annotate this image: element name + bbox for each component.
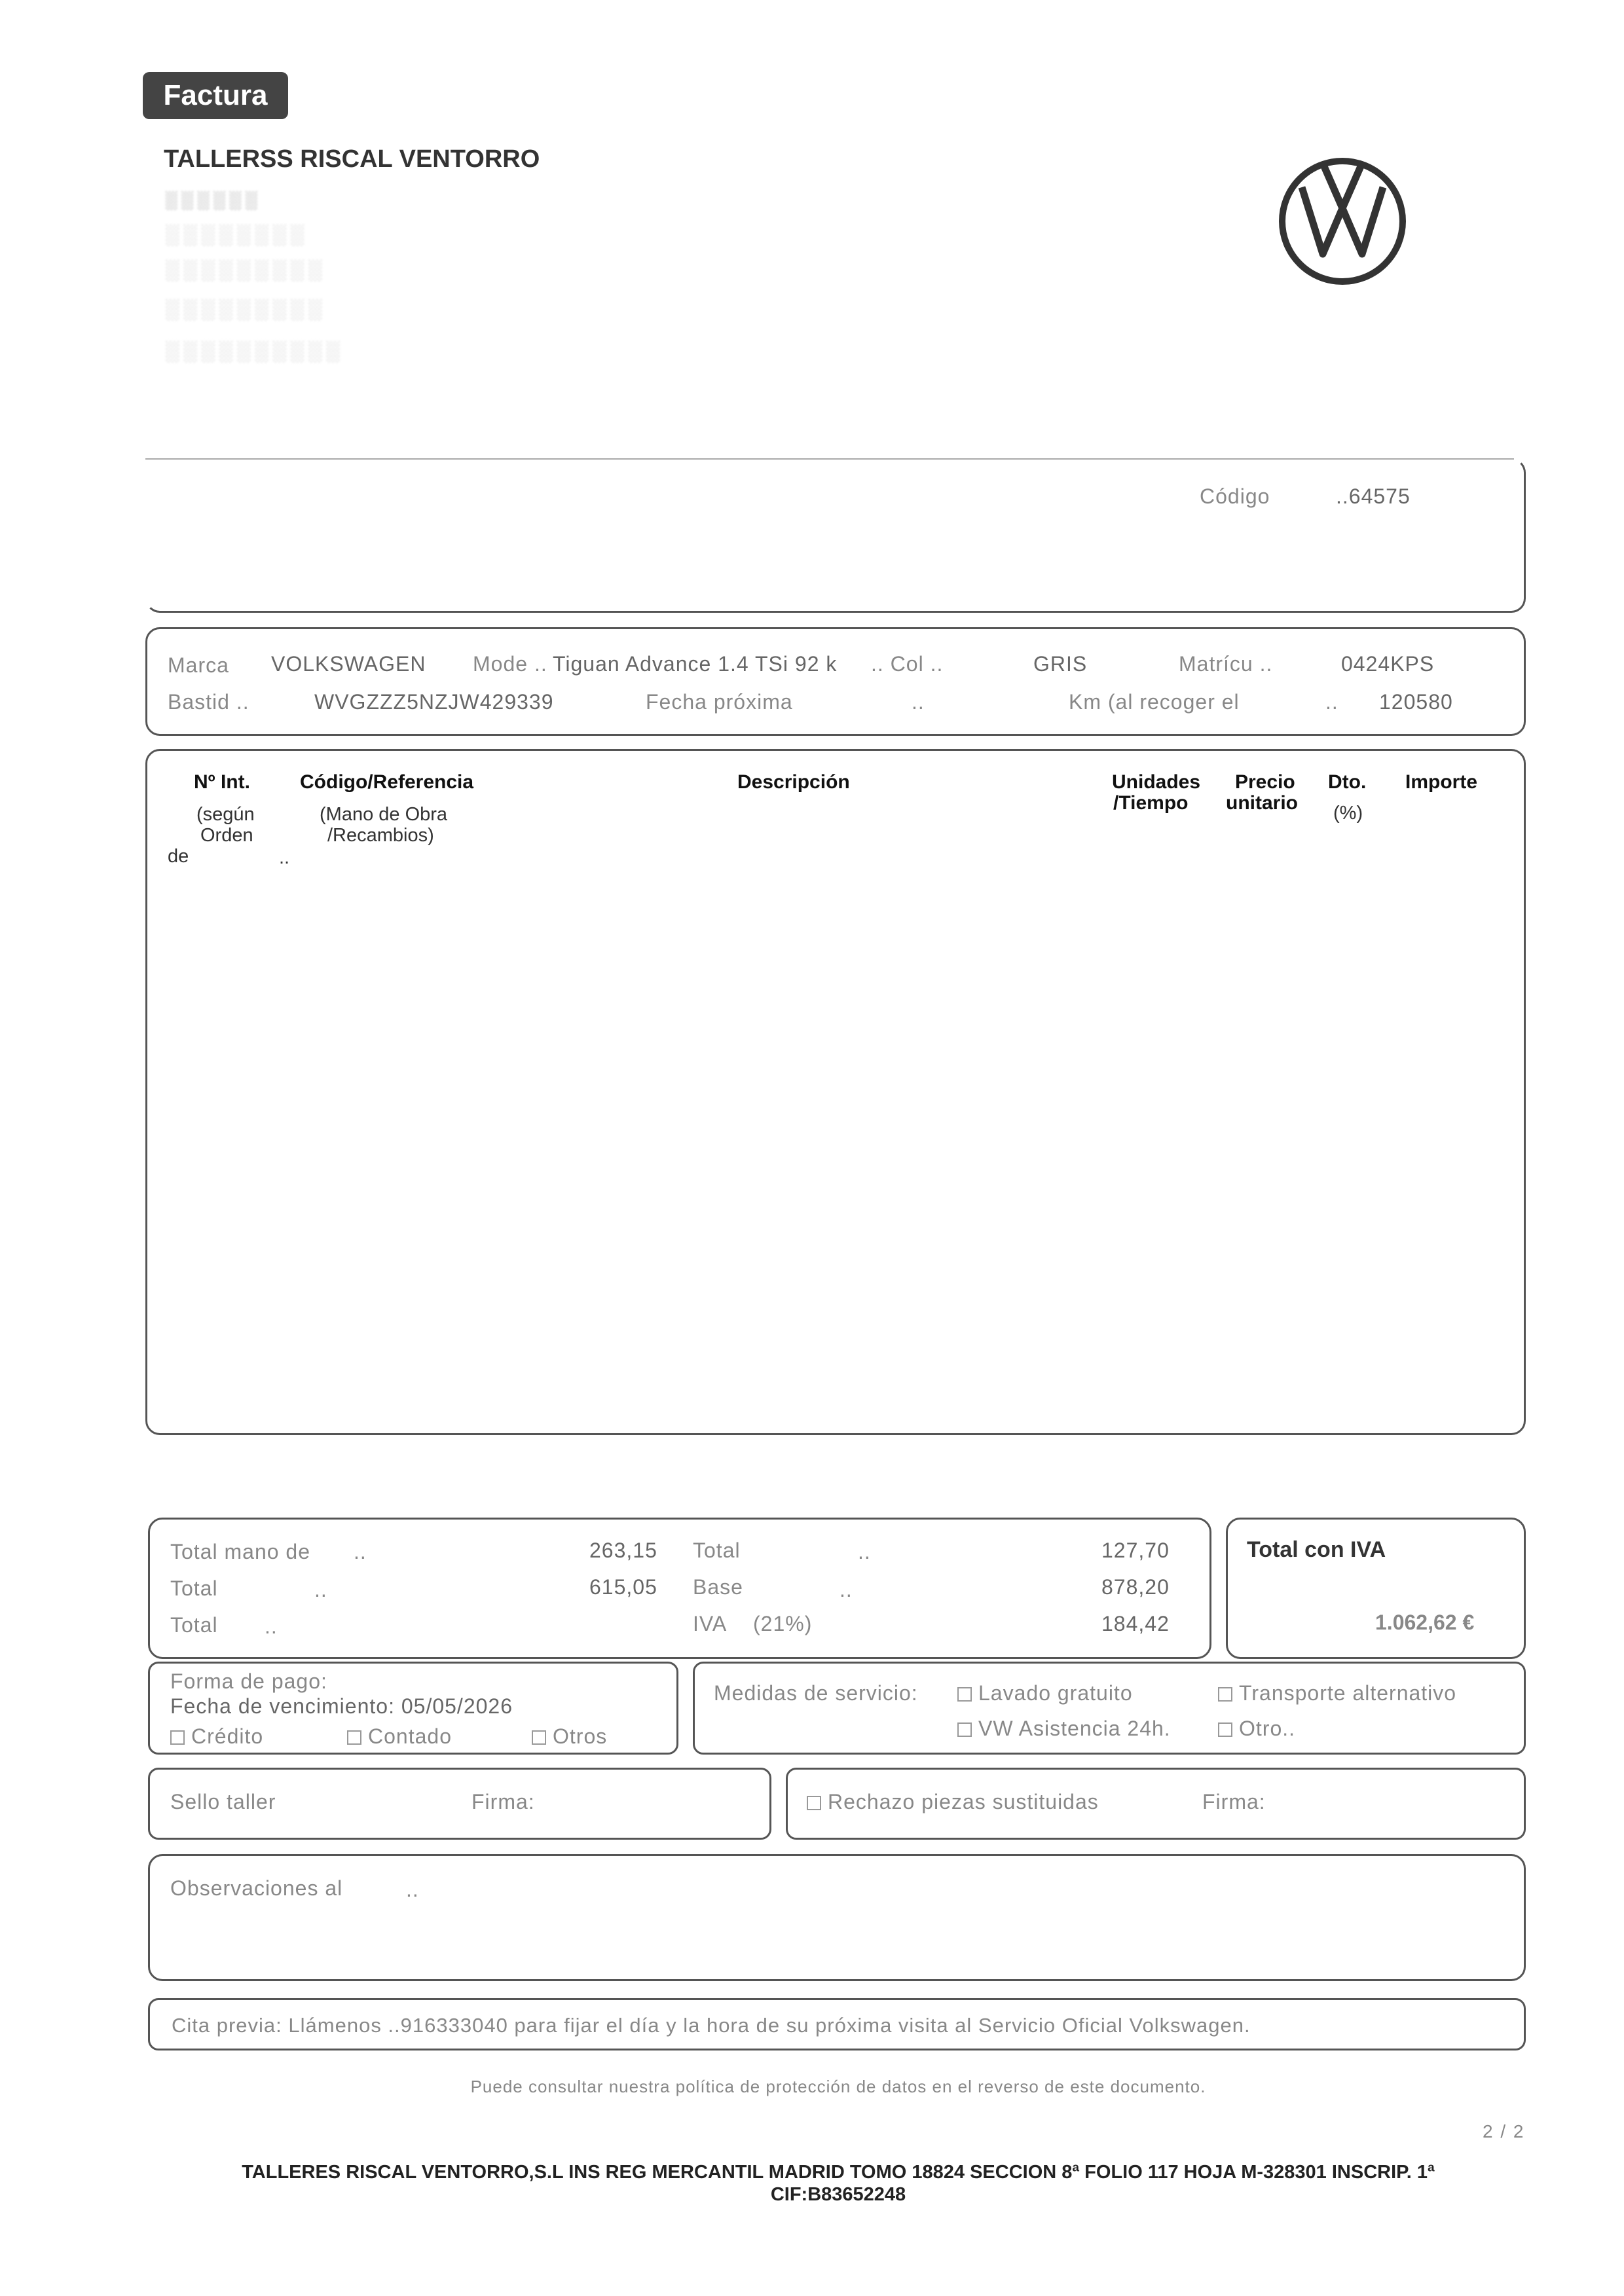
col-unidades-header-2: /Tiempo xyxy=(1113,792,1189,814)
base-dots: .. xyxy=(840,1578,853,1601)
col-dto-header: Dto. xyxy=(1328,771,1367,793)
credito-label: Crédito xyxy=(191,1724,264,1748)
lavado-label: Lavado gratuito xyxy=(978,1681,1133,1705)
col-precio-header-1: Precio xyxy=(1235,771,1295,793)
total-mano-label: Total mano de xyxy=(170,1540,311,1563)
base-value: 878,20 xyxy=(1101,1575,1170,1599)
address-line-4: ░░░░░░░░░ xyxy=(165,299,326,320)
otros-label: Otros xyxy=(553,1724,608,1748)
address-line-3: ░░░░░░░░░ xyxy=(165,259,326,281)
km-value: 120580 xyxy=(1379,690,1453,714)
service-label: Medidas de servicio: xyxy=(714,1681,918,1705)
col-unidades-header-1: Unidades xyxy=(1112,771,1201,793)
total-2-dots: .. xyxy=(314,1578,327,1601)
codigo-box xyxy=(145,458,1526,613)
col-nint-sub-4: .. xyxy=(279,847,290,868)
credito-checkbox-box[interactable] xyxy=(170,1730,185,1745)
col2-total-label: Total xyxy=(693,1539,741,1562)
color-value: GRIS xyxy=(1033,652,1088,676)
col-codigo-sub-1: (Mano de Obra xyxy=(320,804,448,825)
col-codigo-sub-2: /Recambios) xyxy=(327,825,434,846)
col-nint-header: Nº Int. xyxy=(194,771,250,793)
address-line-5: ░░░░░░░░░░ xyxy=(165,340,344,362)
asistencia-checkbox-box[interactable] xyxy=(957,1722,972,1737)
fecha-proxima-label: Fecha próxima xyxy=(646,690,793,714)
otros-checkbox-box[interactable] xyxy=(532,1730,546,1745)
base-label: Base xyxy=(693,1575,743,1599)
col2-total-value: 127,70 xyxy=(1101,1539,1170,1562)
modelo-label: Mode .. xyxy=(473,652,547,676)
footer-line-1: TALLERES RISCAL VENTORRO,S.L INS REG MERCANTIL MADRID TOMO 18824 SECCION 8ª FOLIO 117 HOJA M-328301 INSCRIP. 1ª xyxy=(242,2162,1435,2183)
contado-label: Contado xyxy=(368,1724,452,1748)
address-line-1: ░░░░░░ xyxy=(165,190,261,210)
iva-percent: (21%) xyxy=(753,1612,813,1635)
otro-checkbox-box[interactable] xyxy=(1218,1722,1232,1737)
total-mano-value: 263,15 xyxy=(589,1539,657,1562)
asistencia-label: VW Asistencia 24h. xyxy=(978,1717,1171,1740)
observaciones-label: Observaciones al xyxy=(170,1876,343,1900)
total-iva-label: Total con IVA xyxy=(1247,1537,1386,1562)
total-mano-dots: .. xyxy=(354,1540,367,1563)
lavado-checkbox-box[interactable] xyxy=(957,1687,972,1702)
invoice-badge: Factura xyxy=(143,72,288,119)
km-dots: .. xyxy=(1325,690,1338,714)
lavado-checkbox[interactable] xyxy=(957,1681,1133,1705)
matricula-label: Matrícu .. xyxy=(1179,652,1273,676)
otro-label: Otro.. xyxy=(1239,1717,1296,1740)
transporte-checkbox-box[interactable] xyxy=(1218,1687,1232,1702)
vehicle-box xyxy=(145,627,1526,736)
footer-line-2: CIF:B83652248 xyxy=(770,2184,906,2205)
vencimiento-label: Fecha de vencimiento: 05/05/2026 xyxy=(170,1694,513,1718)
transporte-checkbox[interactable] xyxy=(1218,1681,1456,1705)
col-codigo-header: Código/Referencia xyxy=(300,771,474,793)
observaciones-dots: .. xyxy=(406,1878,419,1901)
col2-total-dots: .. xyxy=(858,1540,871,1563)
asistencia-checkbox[interactable] xyxy=(957,1717,1171,1741)
firma-label-2: Firma: xyxy=(1202,1790,1266,1813)
contado-checkbox-box[interactable] xyxy=(347,1730,361,1745)
marca-label: Marca xyxy=(168,653,229,677)
otros-checkbox[interactable] xyxy=(532,1724,607,1749)
bastidor-value: WVGZZZ5NZJW429339 xyxy=(314,690,554,714)
forma-pago-label: Forma de pago: xyxy=(170,1669,327,1693)
rechazo-checkbox[interactable] xyxy=(807,1790,1099,1814)
sello-label: Sello taller xyxy=(170,1790,276,1813)
codigo-top-line xyxy=(145,458,1514,460)
rechazo-checkbox-box[interactable] xyxy=(807,1796,821,1810)
col-nint-sub-3: de xyxy=(168,846,189,867)
iva-value: 184,42 xyxy=(1101,1612,1170,1635)
col-nint-sub-2: Orden xyxy=(200,825,253,846)
totals-box xyxy=(148,1518,1211,1659)
color-label: .. Col .. xyxy=(871,652,944,676)
iva-label: IVA xyxy=(693,1612,728,1635)
rechazo-label: Rechazo piezas sustituidas xyxy=(828,1790,1099,1813)
modelo-value: Tiguan Advance 1.4 TSi 92 k xyxy=(553,652,838,676)
km-label: Km (al recoger el xyxy=(1069,690,1240,714)
codigo-value: ..64575 xyxy=(1336,484,1411,508)
bastidor-label: Bastid .. xyxy=(168,690,249,714)
col-importe-header: Importe xyxy=(1405,771,1478,793)
matricula-value: 0424KPS xyxy=(1341,652,1435,676)
firma-label-1: Firma: xyxy=(471,1790,535,1813)
marca-value: VOLKSWAGEN xyxy=(271,652,426,676)
credito-checkbox[interactable] xyxy=(170,1724,263,1749)
total-3-label: Total xyxy=(170,1613,218,1637)
company-name: TALLERSS RISCAL VENTORRO xyxy=(164,145,540,173)
total-3-dots: .. xyxy=(265,1614,278,1638)
col-precio-header-2: unitario xyxy=(1226,792,1298,814)
col-nint-sub-1: (según xyxy=(196,804,255,825)
contado-checkbox[interactable] xyxy=(347,1724,452,1749)
fecha-proxima-value: .. xyxy=(912,690,925,714)
transporte-label: Transporte alternativo xyxy=(1239,1681,1457,1705)
address-line-2: ░░░░░░░░ xyxy=(165,224,308,246)
vw-logo-icon xyxy=(1277,156,1408,287)
items-table xyxy=(145,749,1526,1435)
col-dto-sub: (%) xyxy=(1333,803,1363,824)
col-descripcion-header: Descripción xyxy=(737,771,850,793)
total-2-label: Total xyxy=(170,1576,218,1600)
privacy-note: Puede consultar nuestra política de protección de datos en el reverso de este documento. xyxy=(470,2077,1206,2096)
cita-text: Cita previa: Llámenos ..916333040 para fijar el día y la hora de su próxima visita al Servicio Oficial Volkswagen. xyxy=(172,2014,1251,2037)
total-2-value: 615,05 xyxy=(589,1575,657,1599)
total-iva-value: 1.062,62 € xyxy=(1375,1611,1475,1634)
otro-checkbox[interactable] xyxy=(1218,1717,1295,1741)
page-number: 2 / 2 xyxy=(1483,2121,1525,2141)
codigo-label: Código xyxy=(1200,484,1270,508)
observaciones-box xyxy=(148,1854,1526,1981)
